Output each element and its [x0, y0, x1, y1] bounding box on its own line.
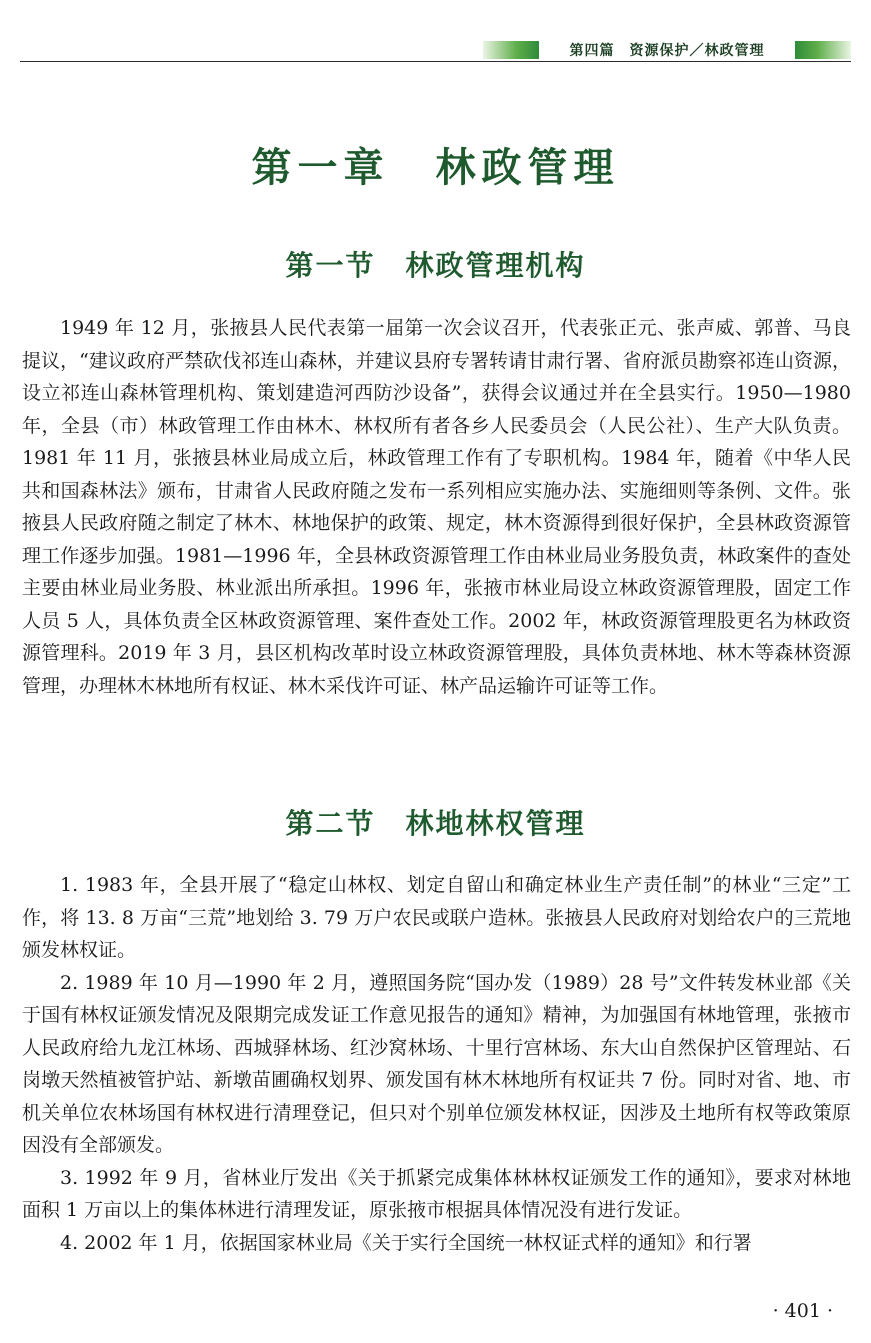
running-header-title: 第四篇 资源保护／林政管理 — [569, 43, 765, 59]
chapter-title: 第一章 林政管理 — [251, 145, 620, 191]
header-decor-right — [795, 41, 851, 59]
paragraph: 3. 1992 年 9 月，省林业厅发出《关于抓紧完成集体林林权证颁发工作的通知》，要求对林地面积 1 万亩以上的集体林进行清理发证，原张掖市根据具体情况没有进行发证。 — [22, 1166, 851, 1221]
page-number: · 401 · — [772, 1300, 833, 1322]
header-decor-left — [483, 41, 539, 59]
section-1-body — [22, 312, 851, 702]
section-title-1: 第一节 林政管理机构 — [285, 249, 586, 282]
paragraph: 2. 1989 年 10 月—1990 年 2 月，遵照国务院“国办发（1989）28 号”文件转发林业部《关于国有林权证颁发情况及限期完成发证工作意见报告的通知》精神，为加强国有林地管理，张掖市人民政府给九龙江林场、西城驿林场、红沙窝林场、十里行宫林场、东大山自然保护区管理站、石岗墩天然植被管护站、新墩苗圃确权划界、颁发国有林木林地所有权证共 7 份。同时对省、地、市机关单位农林场国有林权进行清理登记，但只对个别单位颁发林权证，因涉及土地所有权等政策原因没有全部颁发。 — [22, 971, 851, 1156]
header-divider — [20, 61, 851, 62]
paragraph: 4. 2002 年 1 月，依据国家林业局《关于实行全国统一林权证式样的通知》和行署 — [60, 1231, 752, 1254]
section-title-2: 第二节 林地林权管理 — [285, 807, 586, 840]
paragraph: 1. 1983 年，全县开展了“稳定山林权、划定自留山和确定林业生产责任制”的林业“三定”工作，将 13. 8 万亩“三荒”地划给 3. 79 万户农民或联户造林。张掖县人民政府对划给农户的三荒地颁发林权证。 — [22, 874, 851, 961]
paragraph: 1949 年 12 月，张掖县人民代表第一届第一次会议召开，代表张正元、张声威、郭普、马良提议，“建议政府严禁砍伐祁连山森林，并建议县府专署转请甘肃行署、省府派员勘察祁连山资源，设立祁连山森林管理机构、策划建造河西防沙设备”，获得会议通过并在全县实行。1950—1980 年，全县（市）林政管理工作由林木、林权所有者各乡人民委员会（人民公社）、生产大队负责。1981 年 11 月，张掖县林业局成立后，林政管理工作有了专职机构。1984 年，随着《中华人民共和国森林法》颁布，甘肃省人民政府随之发布一系列相应实施办法、实施细则等条例、文件。张掖县人民政府随之制定了林木、林地保护的政策、规定，林木资源得到很好保护，全县林政资源管理工作逐步加强。1981—1996 年，全县林政资源管理工作由林业局业务股负责，林政案件的查处主要由林业局业务股、林业派出所承担。1996 年，张掖市林业局设立林政资源管理股，固定工作人员 5 人，具体负责全区林政资源管理、案件查处工作。2002 年，林政资源管理股更名为林政资源管理科。2019 年 3 月，县区机构改革时设立林政资源管理股，具体负责林地、林木等森林资源管理，办理林木林地所有权证、林木采伐许可证、林产品运输许可证等工作。 — [22, 317, 851, 697]
section-2-body — [22, 869, 851, 1259]
running-header — [483, 40, 851, 60]
